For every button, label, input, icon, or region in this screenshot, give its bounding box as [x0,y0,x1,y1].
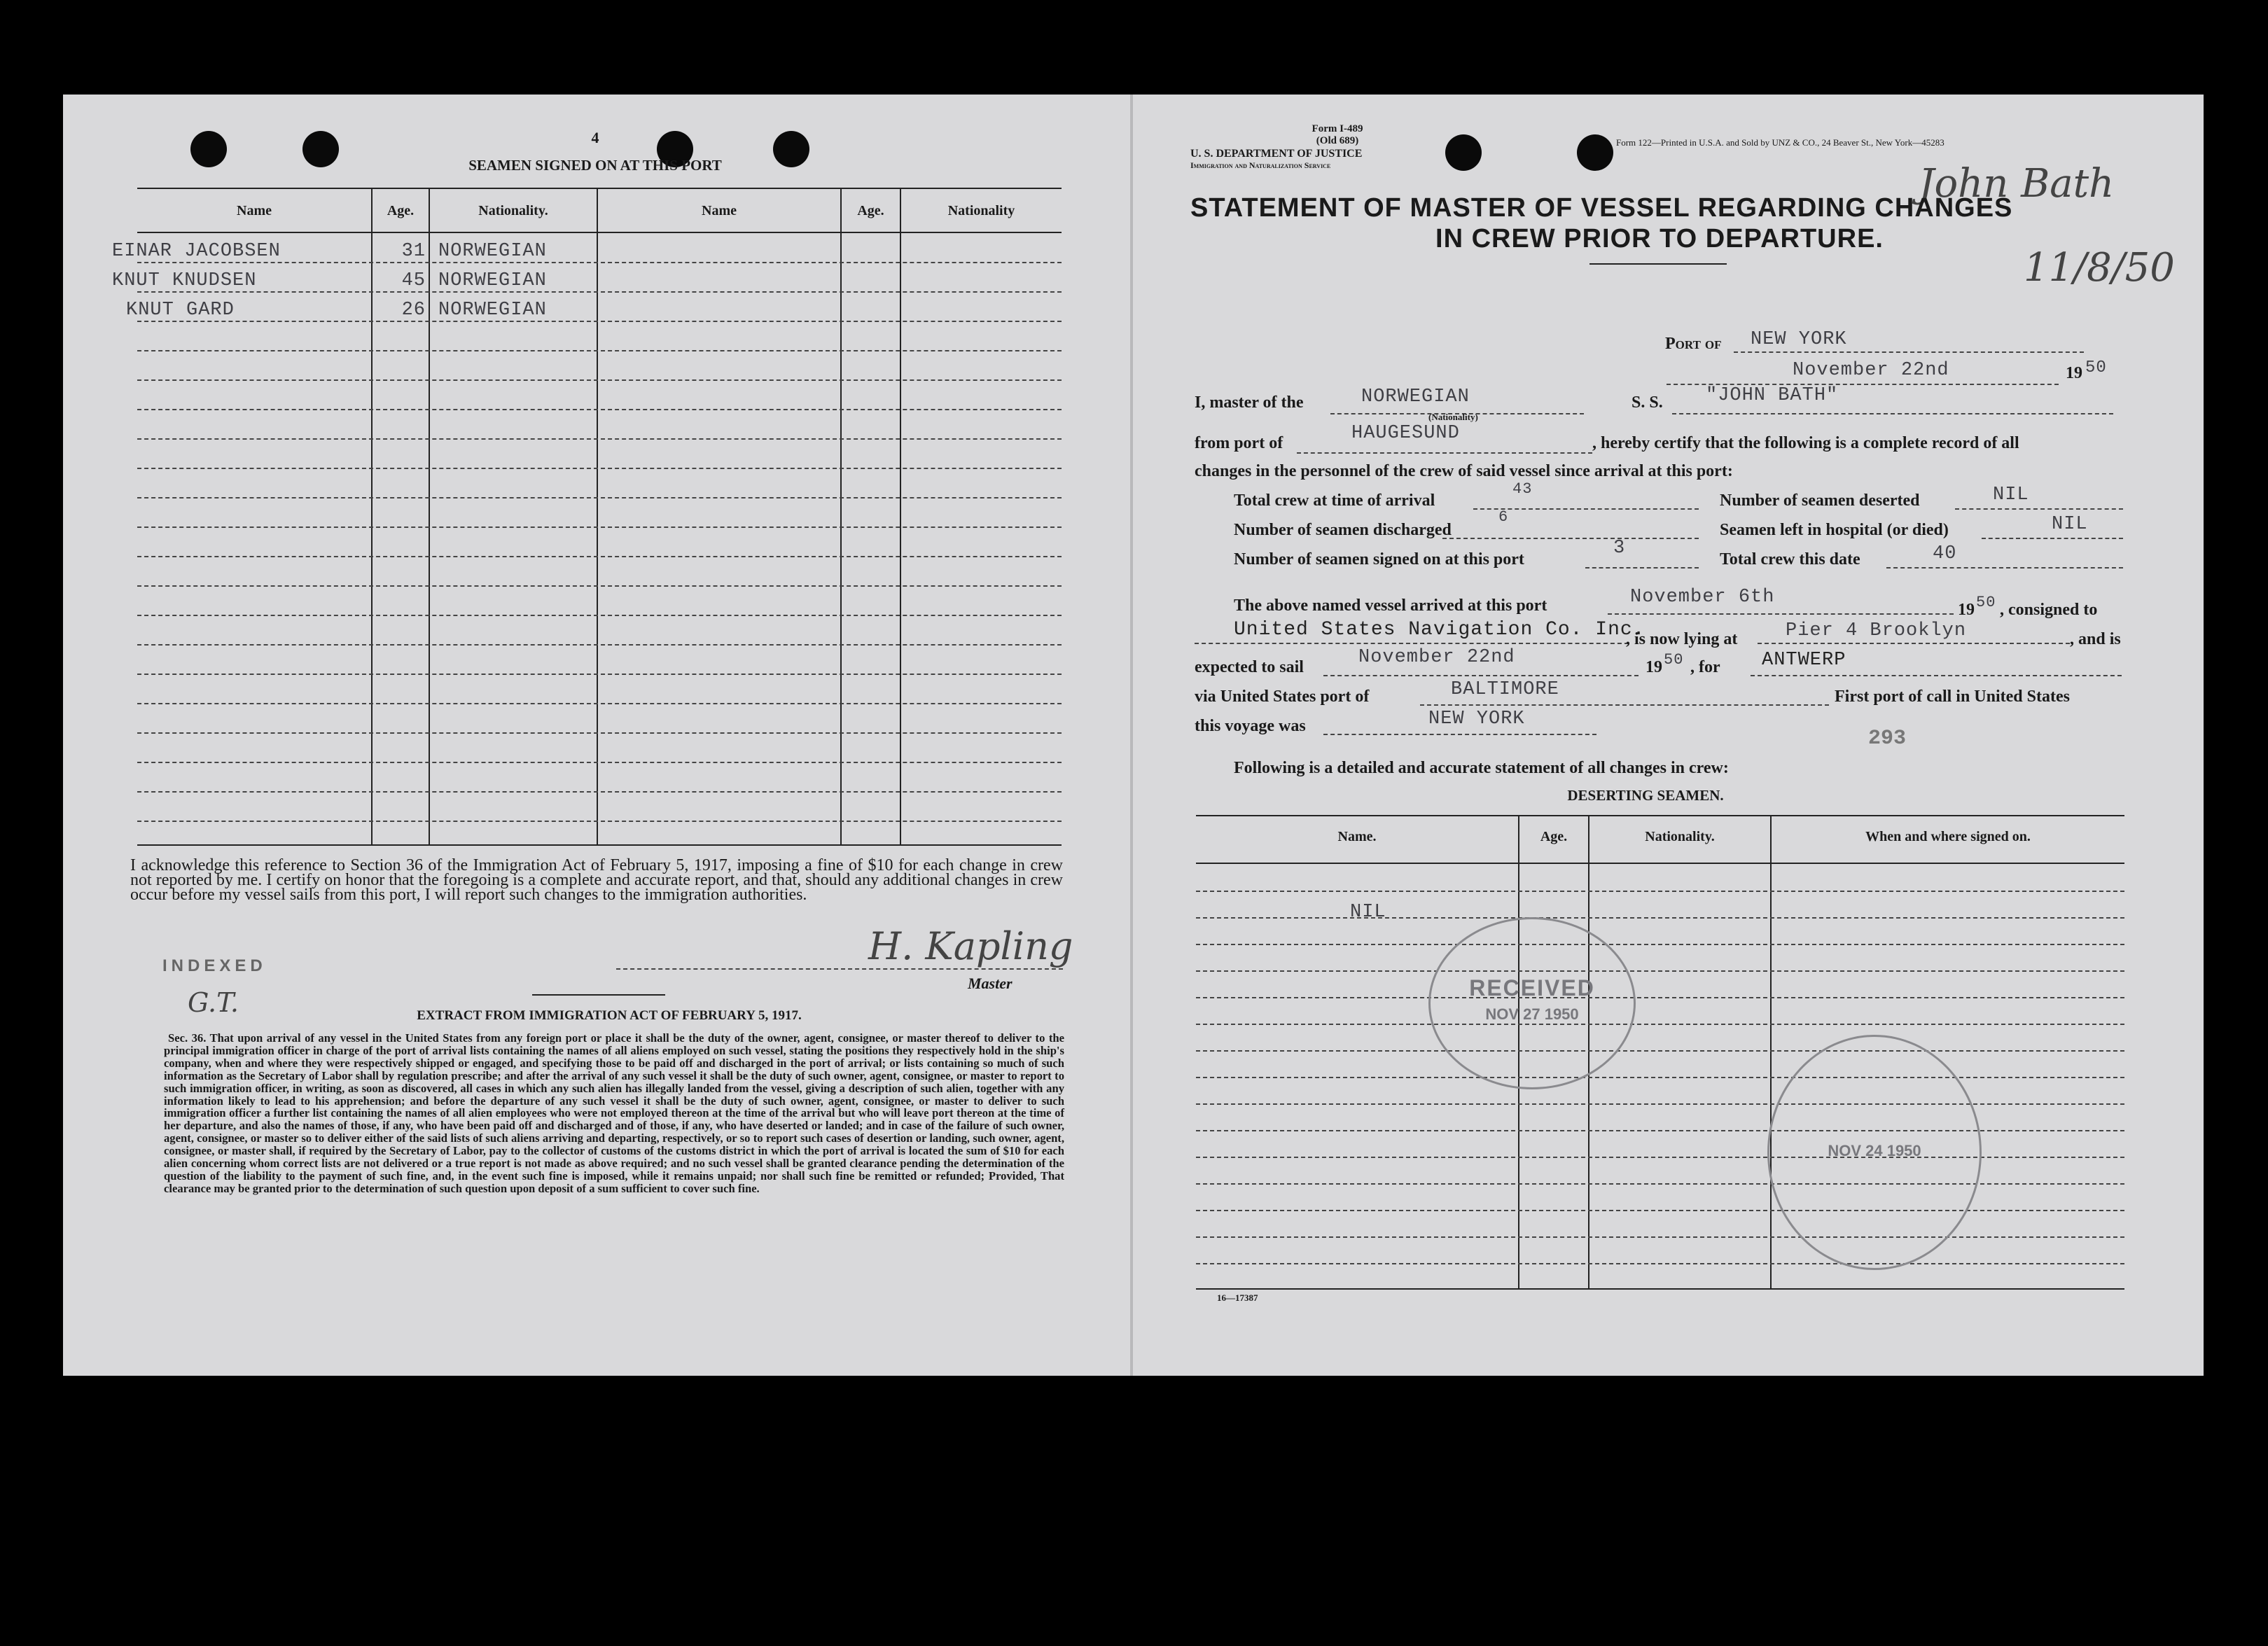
received-stamp-date: NOV 27 1950 [1485,1005,1579,1023]
master-label: Master [968,975,1013,992]
expected-year-prefix: 19 [1646,658,1662,676]
table-row-name: EINAR JACOBSEN [112,241,281,262]
form-title-line2: IN CREW PRIOR TO DEPARTURE. [1435,224,1884,253]
deserting-row-line [1196,944,2124,945]
voyage-value: NEW YORK [1428,709,1525,730]
lying-line [1758,643,2070,644]
stat-line [1982,538,2123,539]
deserting-row-line [1196,1263,2124,1264]
via-line [1420,704,1829,706]
ss-label: S. S. [1632,393,1663,412]
table-row-line [137,291,1062,293]
deserting-col-name: Name. [1337,829,1377,844]
stat-line [1955,508,2123,510]
port-line [1734,351,2084,353]
page-stamp: 293 [1868,727,1907,751]
port-value: NEW YORK [1751,329,1847,350]
deserting-row-line [1196,891,2124,892]
via-value: BALTIMORE [1451,679,1559,700]
table-row-line [137,497,1062,498]
form-number: Form I-489 [1312,123,1363,134]
title-rule [1589,263,1727,265]
table-row-line [137,468,1062,469]
col-header-nationality: Nationality. [478,203,548,218]
table-row-line [137,703,1062,704]
table-row-line [137,732,1062,734]
table-row-age: 31 [401,241,426,262]
punch-hole [302,131,339,167]
table-row-line [137,615,1062,616]
voyage-label: this voyage was [1195,717,1306,735]
footer-code: 16—17387 [1217,1292,1258,1303]
stat-deserted-value: NIL [1993,484,2029,505]
arrived-line [1608,613,1954,615]
table-row-line [137,585,1062,587]
deserting-col-age: Age. [1540,829,1568,844]
table-row-nationality: NORWEGIAN [438,270,547,291]
stat-line [1442,538,1699,539]
for-value: ANTWERP [1762,650,1846,671]
deserting-row-line [1196,970,2124,972]
deserting-row-line [1196,1210,2124,1211]
received-stamp-text: RECEIVED [1469,975,1595,1000]
table-row-name: KNUT GARD [126,300,235,321]
received-stamp [1428,917,1636,1089]
table-row-line [137,438,1062,440]
stat-total-crew-arrival-label: Total crew at time of arrival [1234,491,1435,510]
stat-hospital-value: NIL [2052,514,2088,535]
and-is-label: , and is [2070,630,2121,648]
indexed-initials: G.T. [188,987,239,1018]
arrived-year-prefix: 19 [1958,601,1975,619]
port-label: Port of [1665,335,1722,353]
stat-total-crew-date-label: Total crew this date [1720,550,1860,569]
via-label: via United States port of [1195,688,1370,706]
stat-discharged-value: 6 [1498,508,1509,526]
for-label: , for [1690,658,1720,676]
from-port-label: from port of [1195,434,1283,452]
section-title: SEAMEN SIGNED ON AT THIS PORT [468,157,722,174]
year-value: 50 [2085,358,2107,377]
from-port-value: HAUGESUND [1351,423,1460,444]
table-row-name: KNUT KNUDSEN [112,270,257,291]
form-title-line1: STATEMENT OF MASTER OF VESSEL REGARDING CHANGES [1190,193,2013,223]
following-text: Following is a detailed and accurate statement of all changes in crew: [1234,759,1729,777]
stat-line [1886,567,2123,569]
date-annotation: 11/8/50 [2024,245,2175,291]
table-row-line [137,379,1062,381]
punch-hole [1445,134,1482,171]
table-row-age: 26 [401,300,426,321]
stat-discharged-label: Number of seamen discharged [1234,521,1452,539]
deserting-row-line [1196,1130,2124,1131]
stat-line [1585,567,1699,569]
table-row-line [137,791,1062,793]
col-header-name-2: Name [702,203,737,218]
stat-hospital-label: Seamen left in hospital (or died) [1720,521,1949,539]
deserting-row-line [1196,1077,2124,1078]
col-header-age-2: Age. [857,203,884,218]
stat-signed-on-value: 3 [1613,538,1626,559]
table-row-line [137,350,1062,351]
consignee-line [1195,643,1629,644]
master-signature: H. Kapling [868,924,1073,968]
deserting-col-nationality: Nationality. [1645,829,1715,844]
table-row-line [137,526,1062,528]
page-fold [1130,95,1133,1376]
consigned-label: , consigned to [2000,601,2098,619]
indexed-stamp: INDEXED [162,956,267,975]
arrived-year: 50 [1976,594,1996,611]
col-header-name: Name [237,203,272,218]
table-row-line [137,409,1062,410]
table-row-line [137,674,1062,675]
col-header-age: Age. [387,203,415,218]
first-port-label: First port of call in United States [1835,688,2070,706]
expected-year: 50 [1664,651,1684,669]
consignee-value: United States Navigation Co. Inc. [1234,619,1646,641]
lying-label: , is now lying at [1626,630,1738,648]
punch-hole [1577,134,1613,171]
table-row-line [137,556,1062,557]
expected-value: November 22nd [1358,647,1515,668]
extract-title: EXTRACT FROM IMMIGRATION ACT OF FEBRUARY 5, 1917. [417,1008,802,1023]
table-row-line [137,762,1062,763]
table-row-line [137,262,1062,263]
stat-total-crew-date-value: 40 [1933,543,1957,564]
deserting-row-line [1196,1050,2124,1052]
table-row-line [137,821,1062,822]
deserting-title: DESERTING SEAMEN. [1567,787,1724,804]
vessel-nationality: NORWEGIAN [1361,386,1470,407]
table-row-age: 45 [401,270,426,291]
year-prefix: 19 [2066,364,2082,382]
stat-total-crew-arrival-value: 43 [1512,480,1533,498]
deserting-row-line [1196,997,2124,998]
for-line [1751,675,2122,676]
punch-hole [190,131,227,167]
table-row-line [137,321,1062,322]
deserting-row-line [1196,1103,2124,1105]
ship-name: "JOHN BATH" [1706,385,1839,406]
col-header-nationality-2: Nationality [947,203,1015,218]
deserting-row-line [1196,1024,2124,1025]
arrived-value: November 6th [1630,587,1775,608]
stat-deserted-label: Number of seamen deserted [1720,491,1920,510]
form-old-number: (Old 689) [1316,135,1359,146]
extract-rule [532,994,665,996]
service-name: Immigration and Naturalization Service [1190,160,1331,170]
deserting-row-line [1196,1183,2124,1185]
from-port-line [1297,452,1592,454]
extract-body: Sec. 36. That upon arrival of any vessel in the United States from any foreign port or place it shall be the duty of the owner, agent, consignee, or master thereof to deliver to the principal immigration officer in charge of the port of arrival lists containing the names of all aliens employed on such vessel, stating the positions they respectively hold in the ship's company, when and where they were respectively shipped or engaged, and specifying those to be paid off and discharged in the port of arrival; or lists containing so much of such information as the Secretary of Labor shall by regulation prescribe; and after the arrival of any such vessel it shall be the duty of such owner, agent, consignee, or master to report to such immigration officer, in writing, as soon as discovered, all cases in which any such alien has illegally landed from the vessel, giving a description of such alien, together with any information likely to lead to his apprehension; and before the departure of any such vessel it shall be the duty of such owner, agent, consignee, or master to deliver to such immigration officer a further list containing the names of all alien employees who were not employed thereon at the time of the arrival but who will leave port thereon at the time of her departure, and also the names of those, if any, who have been paid off and discharged and of those, if any, who have deserted or landed; and in case of the failure of such owner, agent, consignee, or master so to deliver either of the said lists of such aliens arriving and departing, respectively, or so to report such cases of desertion or landing, such owner, agent, consignee, or master shall, if required by the Secretary of Labor, pay to the collector of customs of the customs district in which the port of arrival is located the sum of $10 for each alien concerning whom correct lists are not delivered or a true report is not made as above required; and no such vessel shall be granted clearance pending the determination of the question of the liability to the payment of such fine, and, in the event such fine is imposed, while it remains unpaid; nor shall such fine be remitted or refunded; Provided, That clearance may be granted prior to the determination of such question upon deposit of a sum sufficient to cover such fine. [164,1031,1064,1195]
master-signature-line [616,968,1063,970]
deserting-row-line [1196,1236,2124,1238]
page-number: 4 [591,129,599,146]
date-value: November 22nd [1793,360,1949,381]
printer-line: Form 122—Printed in U.S.A. and Sold by UNZ & CO., 24 Beaver St., New York—45283 [1616,137,1945,148]
deserting-row-line [1196,917,2124,919]
nationality-caption: (Nationality) [1428,412,1478,422]
ship-annotation: John Bath [1919,161,2115,207]
stat-signed-on-label: Number of seamen signed on at this port [1234,550,1524,569]
acknowledgement-text: I acknowledge this reference to Section 36 of the Immigration Act of February 5, 1917, imposing a fine of $10 for each change in crew not reported by me. I certify on honor that the foregoing is a complete and accurate report, and that, should any additional changes in crew occur before my vessel sails from this port, I will report such changes to the immigration authorities. [130,856,1063,904]
deserting-col-signed: When and where signed on. [1865,829,2031,844]
deserting-nil: NIL [1350,902,1386,923]
department-name: U. S. DEPARTMENT OF JUSTICE [1190,148,1363,160]
table-row-line [137,644,1062,646]
table-row-nationality: NORWEGIAN [438,300,547,321]
changes-text: changes in the personnel of the crew of said vessel since arrival at this port: [1195,462,1733,480]
departure-stamp-date: NOV 24 1950 [1828,1142,1921,1159]
master-of-label: I, master of the [1195,393,1304,412]
ship-name-line [1672,413,2113,414]
table-row-nationality: NORWEGIAN [438,241,547,262]
certify-text: , hereby certify that the following is a complete record of all [1592,434,2019,452]
expected-line [1323,675,1639,676]
lying-value: Pier 4 Brooklyn [1786,620,1967,641]
deserting-row-line [1196,1157,2124,1158]
voyage-line [1323,734,1596,735]
departure-stamp [1767,1035,1982,1270]
arrived-label: The above named vessel arrived at this port [1234,597,1547,615]
expected-label: expected to sail [1195,658,1304,676]
